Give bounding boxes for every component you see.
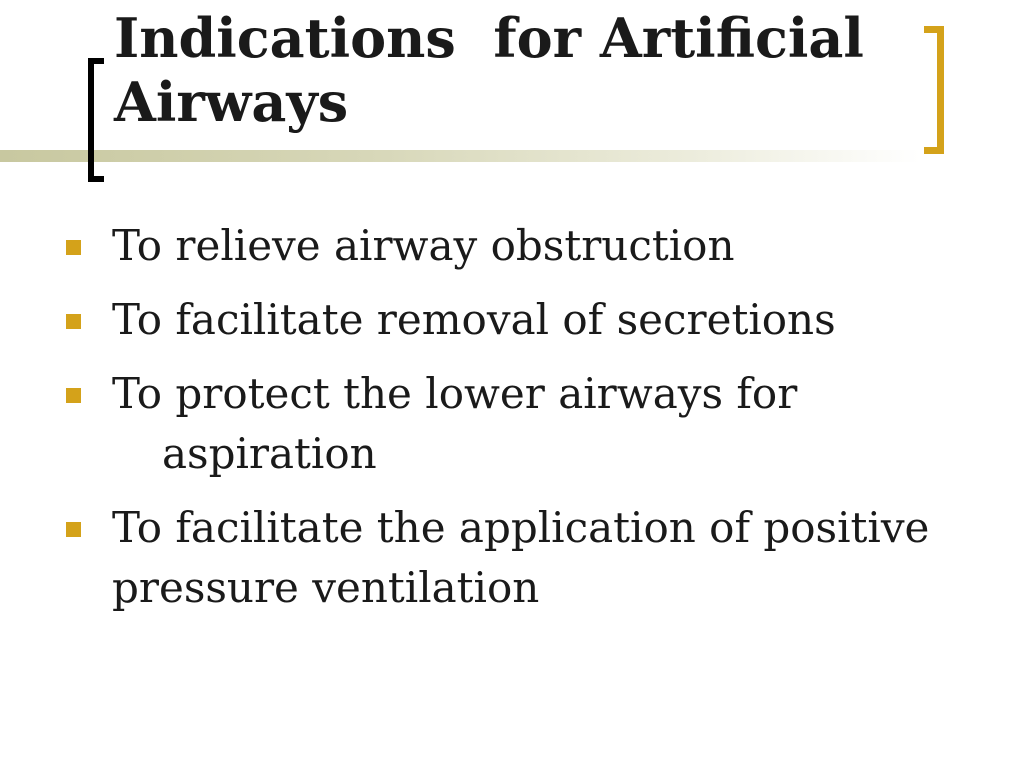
- square-bullet-icon: [66, 388, 81, 403]
- bullet-text: To protect the lower airways for: [112, 369, 798, 418]
- bullet-list: [62, 216, 982, 632]
- left-bracket-icon: [88, 58, 104, 182]
- title-underline-bar: [0, 150, 920, 162]
- square-bullet-icon: [66, 240, 81, 255]
- bullet-item: [62, 498, 982, 618]
- slide-title: [114, 6, 914, 134]
- title-line-1: Indications for Artificial: [114, 6, 864, 70]
- bullet-item: [62, 290, 982, 350]
- bullet-text: To facilitate removal of secretions: [112, 295, 836, 344]
- bullet-continuation-text: aspiration: [162, 429, 377, 478]
- square-bullet-icon: [66, 522, 81, 537]
- right-bracket-icon: [924, 26, 944, 154]
- square-bullet-icon: [66, 314, 81, 329]
- bullet-text: To relieve airway obstruction: [112, 221, 735, 270]
- bullet-item: [62, 364, 982, 484]
- bullet-item: [62, 216, 982, 276]
- title-line-2: Airways: [114, 70, 349, 134]
- bullet-text: To facilitate the application of positive pressure ventilation: [112, 503, 930, 612]
